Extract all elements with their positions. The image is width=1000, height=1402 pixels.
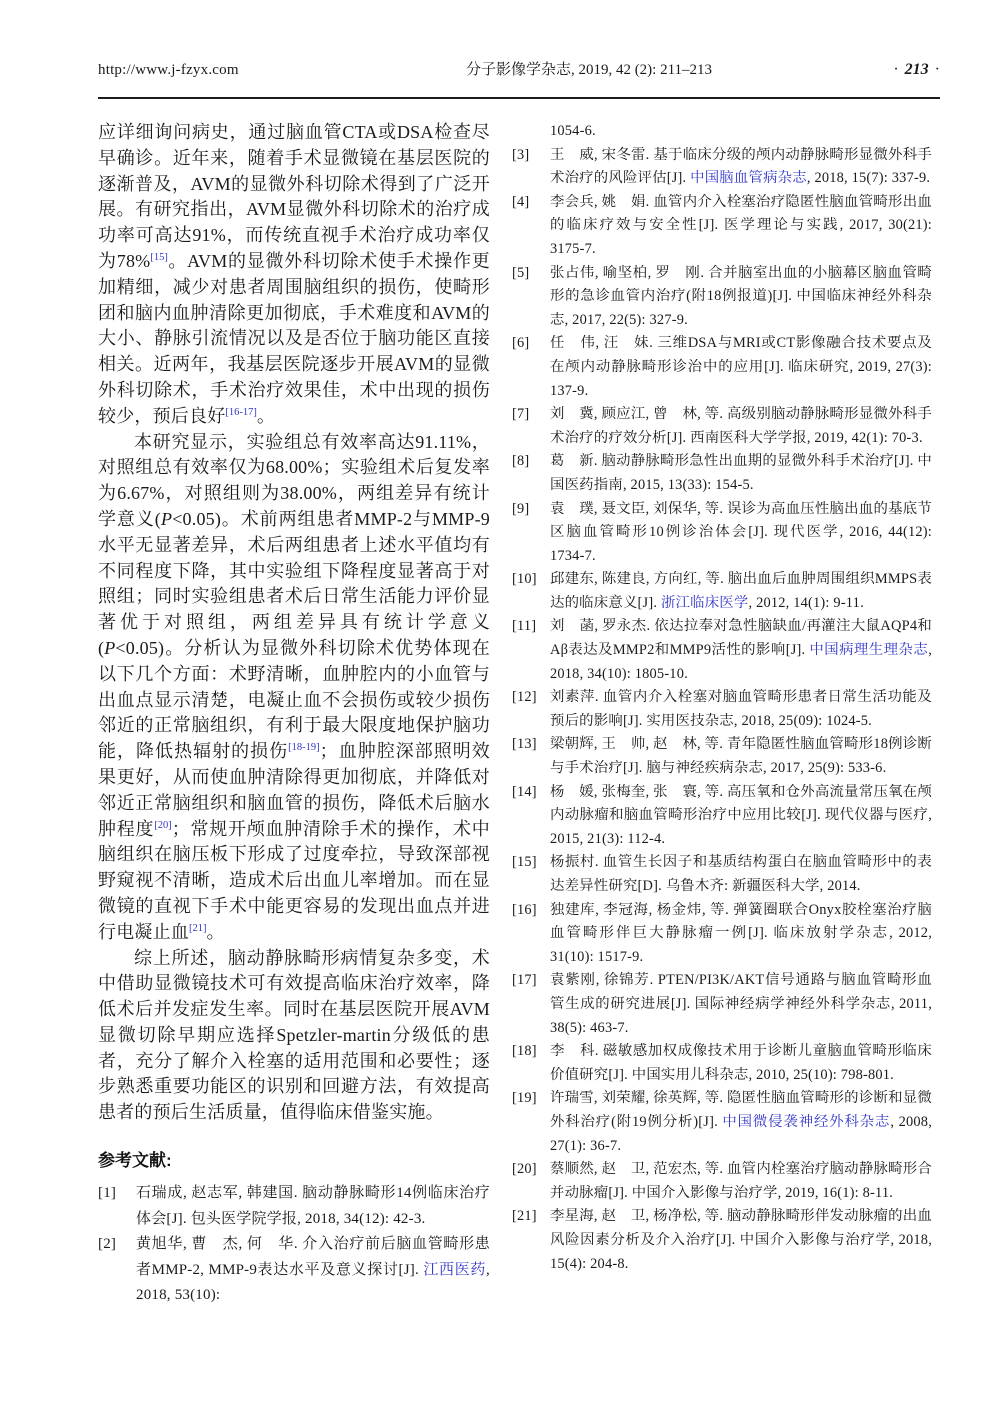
- text-run: 杨振村. 血管生长因子和基质结构蛋白在脑血管畸形中的表达差异性研究[D]. 乌鲁木齐: 新疆医科大学, 2014.: [550, 854, 932, 894]
- page-number-prefix: ·: [893, 61, 899, 78]
- text-run: 李星海, 赵 卫, 杨净松, 等. 脑动静脉畸形伴发动脉瘤的出血风险因素分析及介入治疗[J]. 中国介入影像与治疗学, 2018, 15(4): 204-8.: [550, 1208, 932, 1272]
- reference-item: [98, 1232, 490, 1309]
- reference-item: [512, 969, 932, 1040]
- references-list-right: [512, 144, 932, 1277]
- text-run: 本研究显示，实验组总有效率高达91.11%，对照组总有效率仅为68.00%；实验组术后复发率为6.67%，对照组则为38.00%，两组差异有统计学意义(: [98, 431, 490, 529]
- text-run: , 2012, 14(1): 9-11.: [748, 594, 864, 611]
- reference-label: [4]: [512, 193, 530, 210]
- reference-item: [512, 781, 932, 852]
- page-header: [98, 58, 940, 79]
- text-run: ；血肿腔深部照明效果更好，从而使血肿清除得更加彻底，并降低对邻近正常脑组织和脑血管的损伤，降低术后脑水肿程度: [98, 741, 490, 839]
- reference-label: [13]: [512, 736, 537, 753]
- reference-label: [2]: [98, 1236, 117, 1253]
- citation-link[interactable]: [20]: [154, 819, 172, 831]
- reference-text: [550, 1040, 932, 1087]
- reference-label: [5]: [512, 264, 530, 281]
- text-run: 任 伟, 汪 妹. 三维DSA与MRI或CT影像融合技术要点及在颅内动静脉畸形诊治中的应用[J]. 临床研究, 2019, 27(3): 137-9.: [550, 335, 932, 399]
- text-run: 。: [206, 921, 225, 942]
- text-run: , 2008, 27(1): 36-7.: [550, 1113, 932, 1154]
- left-column: [98, 120, 490, 1309]
- reference-text: [550, 450, 932, 497]
- reference-text: [550, 498, 932, 569]
- text-run: 袁紫刚, 徐锦芳. PTEN/PI3K/AKT信号通路与脑血管畸形血管生成的研究进展[J]. 国际神经病学神经外科学杂志, 2011, 38(5): 463-7.: [550, 972, 932, 1036]
- text-run: 刘 菡, 罗永杰. 依达拉奉对急性脑缺血/再灌注大鼠AQP4和Aβ表达及MMP2和MMP9活性的影响[J].: [550, 618, 932, 659]
- text-run: <0.05)。分析认为显微外科切除术优势体现在以下几个方面：术野清晰，血肿腔内的小血管与出血点显示清楚，电凝止血不会损伤或较少损伤邻近的正常脑组织，有利于最大限度地保护脑功能，降低热辐射的损伤: [98, 637, 490, 762]
- reference-item: [512, 191, 932, 262]
- reference-label: [10]: [512, 571, 537, 588]
- page-number-suffix: ·: [934, 61, 940, 78]
- reference-text: [550, 615, 932, 686]
- paragraph: [98, 120, 490, 430]
- reference-text: [550, 1158, 932, 1205]
- text-run: 应详细询问病史，通过脑血管CTA或DSA检查尽早确诊。近年来，随着手术显微镜在基层医院的逐渐普及，AVM的显微外科切除术得到了广泛开展。有研究指出，AVM显微外科切除术的治疗成功率可高达91%，而传统直视手术治疗成功率仅为78%: [98, 122, 490, 271]
- page-number: [830, 61, 940, 79]
- right-column: [512, 120, 932, 1309]
- reference-label: [3]: [512, 146, 530, 163]
- reference-label: [11]: [512, 618, 537, 635]
- reference-text: [550, 686, 932, 733]
- text-run: 张占伟, 喻坚柏, 罗 刚. 合并脑室出血的小脑幕区脑血管畸形的急诊血管内治疗(附18例报道)[J]. 中国临床神经外科杂志, 2017, 22(5): 327-9.: [550, 264, 932, 328]
- reference-item: [512, 332, 932, 403]
- text-run: 黄旭华, 曹 杰, 何 华. 介入治疗前后脑血管畸形患者MMP-2, MMP-9表达水平及意义探讨[J].: [136, 1236, 490, 1278]
- text-run: 袁 璞, 聂文臣, 刘保华, 等. 误诊为高血压性脑出血的基底节区脑血管畸形10例诊治体会[J]. 现代医学, 2016, 44(12): 1734-7.: [550, 500, 932, 564]
- paragraph: [98, 946, 490, 1127]
- text-run: <0.05)。术前两组患者MMP-2与MMP-9水平无显著差异，术后两组患者上述水平值均有不同程度下降，其中实验组下降程度显著高于对照组；同时实验组患者术后日常生活能力评价显著优于对照组，两组差异具有统计学意义(: [98, 508, 490, 658]
- reference-item: [512, 568, 932, 615]
- text-run: 。: [256, 405, 276, 426]
- text-run: , 2018, 15(7): 337-9.: [806, 170, 931, 187]
- text-run: , 2018, 53(10):: [136, 1261, 490, 1304]
- text-run: 许瑞雪, 刘荣耀, 徐英辉, 等. 隐匿性脑血管畸形的诊断和显微外科治疗(附19例分析)[J].: [550, 1090, 932, 1130]
- text-run: 梁朝辉, 王 帅, 赵 林, 等. 青年隐匿性脑血管畸形18例诊断与手术治疗[J]. 脑与神经疾病杂志, 2017, 25(9): 533-6.: [550, 736, 932, 777]
- reference-text: [550, 191, 932, 262]
- text-run: ；常规开颅血肿清除手术的操作，术中脑组织在脑压板下形成了过度牵拉，导致深部视野窥视不清晰，造成术后出血儿率增加。而在显微镜的直视下手术中能更容易的发现出血点并进行电凝止血: [98, 818, 490, 942]
- reference-text: [550, 1087, 932, 1158]
- reference-label: [19]: [512, 1090, 537, 1107]
- paragraph: [98, 430, 490, 946]
- reference-item: [512, 851, 932, 898]
- text-run: 李 科. 磁敏感加权成像技术用于诊断儿童脑血管畸形临床价值研究[J]. 中国实用儿科杂志, 2010, 25(10): 798-801.: [550, 1043, 932, 1083]
- text-run: 葛 新. 脑动静脉畸形急性出血期的显微外科手术治疗[J]. 中国医药指南, 2015, 13(33): 154-5.: [550, 453, 932, 493]
- citation-link[interactable]: [16-17]: [225, 406, 257, 418]
- reference-text: [550, 332, 932, 403]
- reference-label: [7]: [512, 406, 530, 423]
- body-paragraphs: [98, 120, 490, 1126]
- citation-link[interactable]: [21]: [189, 922, 207, 934]
- reference-label: [18]: [512, 1043, 537, 1060]
- reference-text: [550, 969, 932, 1040]
- references-heading: 参考文献:: [98, 1151, 172, 1171]
- reference-item: [512, 262, 932, 333]
- reference-label: [15]: [512, 854, 537, 871]
- text-run: P: [161, 508, 173, 529]
- reference-item: [512, 733, 932, 780]
- text-run: 。AVM的显微外科切除术使手术操作更加精细，减少对患者周围脑组织的损伤，使畸形团和脑内血肿清除更加彻底，手术难度和AVM的大小、静脉引流情况以及是否位于脑功能区直接相关。近两年，我基层医院逐步开展AVM的显微外科切除术，手术治疗效果佳，术中出现的损伤较少，预后良好: [98, 250, 491, 426]
- text-run: 王 威, 宋冬雷. 基于临床分级的颅内动静脉畸形显微外科手术治疗的风险评估[J].: [550, 146, 932, 187]
- journal-link[interactable]: 中国微侵袭神经外科杂志: [722, 1113, 891, 1130]
- reference-label: [8]: [512, 453, 530, 470]
- journal-link[interactable]: 浙江临床医学: [660, 594, 749, 611]
- reference-label: [12]: [512, 689, 537, 706]
- text-run: 李会兵, 姚 娟. 血管内介入栓塞治疗隐匿性脑血管畸形出血的临床疗效与安全性[J]. 医学理论与实践, 2017, 30(21): 3175-7.: [550, 193, 932, 257]
- reference-text: [550, 403, 932, 450]
- reference-label: [9]: [512, 500, 530, 517]
- reference-label: [17]: [512, 972, 537, 989]
- reference-item: [512, 1087, 932, 1158]
- reference-item: [512, 899, 932, 970]
- citation-link[interactable]: [15]: [150, 251, 168, 263]
- journal-link[interactable]: 中国脑血管病杂志: [690, 170, 807, 187]
- reference-item: [512, 1040, 932, 1087]
- text-run: 石瑞成, 赵志军, 韩建国. 脑动静脉畸形14例临床治疗体会[J]. 包头医学院学报, 2018, 34(12): 42-3.: [136, 1185, 490, 1227]
- reference-item: [512, 686, 932, 733]
- text-run: 邱建东, 陈建良, 方向红, 等. 脑出血后血肿周围组织MMPS表达的临床意义[J].: [550, 571, 932, 611]
- reference-label: [14]: [512, 783, 537, 800]
- reference-text: [550, 568, 932, 615]
- journal-url: http://www.j-fzyx.com: [98, 62, 239, 78]
- page-number-value: 213: [904, 61, 929, 78]
- reference-item: [512, 615, 932, 686]
- text-run: 杨 媛, 张梅奎, 张 寰, 等. 高压氧和仓外高流量常压氧在颅内动脉瘤和脑血管畸形治疗中应用比较[J]. 现代仪器与医疗, 2015, 21(3): 112-4.: [550, 783, 932, 847]
- journal-citation: 分子影像学杂志, 2019, 42 (2): 211–213: [465, 62, 713, 78]
- reference-label: [6]: [512, 335, 530, 352]
- header-rule: [98, 97, 940, 99]
- reference-item: [512, 450, 932, 497]
- reference-text: [550, 899, 932, 970]
- text-run: , 2018, 34(10): 1805-10.: [550, 642, 932, 682]
- reference-text: [136, 1232, 490, 1309]
- reference-item: [512, 144, 932, 191]
- reference-item: [98, 1181, 490, 1232]
- text-run: 综上所述，脑动静脉畸形病情复杂多变，术中借助显微镜技术可有效提高临床治疗效率，降低术后并发症发生率。同时在基层医院开展AVM显微切除早期应选择Spetzler-martin分级低的患者，充分了解介入栓塞的适用范围和必要性；逐步熟悉重要功能区的识别和回避方法，有效提高患者的预后生活质量，值得临床借鉴实施。: [98, 947, 490, 1123]
- reference-label: [20]: [512, 1161, 537, 1178]
- text-run: P: [104, 637, 116, 658]
- reference-item: [512, 498, 932, 569]
- reference-label: [21]: [512, 1208, 537, 1225]
- text-run: 刘 冀, 顾应江, 曾 林, 等. 高级别脑动静脉畸形显微外科手术治疗的疗效分析[J]. 西南医科大学学报, 2019, 42(1): 70-3.: [550, 406, 932, 446]
- reference-item: [512, 1158, 932, 1205]
- reference-text: [550, 851, 932, 898]
- references-list-left: [98, 1181, 490, 1309]
- reference-text: [550, 1205, 932, 1276]
- text-run: 蔡顺然, 赵 卫, 范宏杰, 等. 血管内栓塞治疗脑动静脉畸形合并动脉瘤[J]. 中国介入影像与治疗学, 2019, 16(1): 8-11.: [550, 1161, 932, 1201]
- reference-label: [16]: [512, 901, 537, 918]
- journal-link[interactable]: 中国病理生理杂志: [809, 642, 929, 659]
- reference-text: [550, 262, 932, 333]
- reference-label: [1]: [98, 1185, 117, 1202]
- reference-continuation: 1054-6.: [550, 123, 596, 139]
- text-run: 刘素萍. 血管内介入栓塞对脑血管畸形患者日常生活功能及预后的影响[J]. 实用医技杂志, 2018, 25(09): 1024-5.: [550, 689, 932, 729]
- reference-text: [550, 144, 932, 191]
- reference-text: [550, 733, 932, 780]
- reference-item: [512, 1205, 932, 1276]
- two-column-layout: [98, 120, 940, 1309]
- reference-item: [512, 403, 932, 450]
- reference-text: [136, 1181, 490, 1232]
- text-run: 独建库, 李冠海, 杨金炜, 等. 弹簧圈联合Onyx胶栓塞治疗脑血管畸形伴巨大静脉瘤一例[J]. 临床放射学杂志, 2012, 31(10): 1517-9.: [550, 901, 932, 965]
- citation-link[interactable]: [18-19]: [288, 742, 320, 754]
- reference-text: [550, 781, 932, 852]
- journal-link[interactable]: 江西医药: [423, 1261, 487, 1278]
